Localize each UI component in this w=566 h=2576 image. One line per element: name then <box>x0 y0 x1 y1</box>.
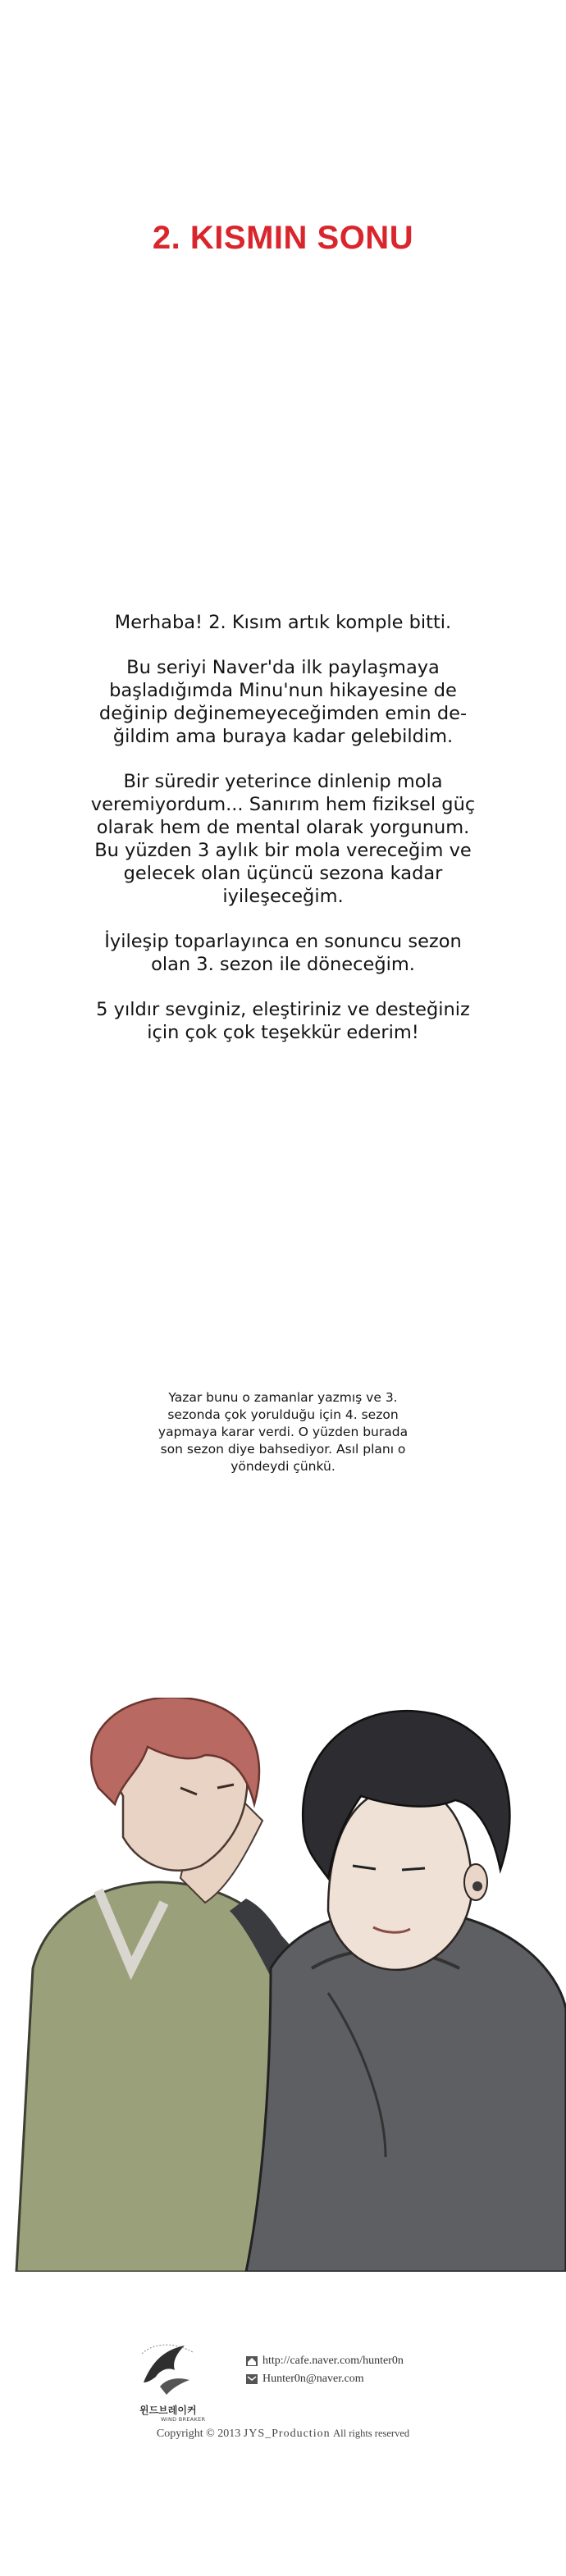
cafe-link-row <box>246 2352 404 2370</box>
characters-illustration <box>0 1698 566 2272</box>
logo-english-text: WIND BREAKER <box>161 2416 206 2423</box>
home-icon <box>246 2356 258 2366</box>
email-link[interactable]: Hunter0n@naver.com <box>262 2373 364 2385</box>
logo-korean-text: 윈드브레이커 <box>139 2405 197 2416</box>
message-paragraph: İyileşip toparlayınca en sonuncu sezon olan 3. sezon ile döneceğim. <box>104 931 462 975</box>
copyright-suffix: All rights reserved <box>333 2428 410 2439</box>
cafe-link[interactable]: http://cafe.naver.com/hunter0n <box>262 2355 404 2367</box>
message-paragraph: Bir süredir yeterince dinlenip mola veremiyordum... Sanırım hem fiziksel güç olarak hem de mental olarak yorgunum. Bu yüzden 3 aylık bir mola vereceğim ve gelecek olan üçüncü sezona kadar iyileşeceğim. <box>90 771 476 907</box>
wing-logo-icon <box>135 2337 201 2403</box>
message-paragraph: Merhaba! 2. Kısım artık komple bitti. <box>114 612 452 633</box>
translator-note: Yazar bunu o zamanlar yazmış ve 3. sezonda çok yorulduğu için 4. sezon yapmaya karar verdi. O yüzden burada son sezon diye bahsediyor. Asıl planı o yöndeydi çünkü. <box>157 1390 409 1474</box>
copyright-brand: JYS_Production <box>243 2428 331 2440</box>
copyright-prefix: Copyright © 2013 <box>156 2428 241 2440</box>
page-title: 2. KISMIN SONU <box>152 220 414 256</box>
email-row <box>246 2370 404 2388</box>
dark-haired-character <box>246 1711 566 2272</box>
message-paragraph: Bu seriyi Naver'da ilk paylaşmaya başladığımda Minu'nun hikayesine de değinip değinemeyeceğimden emin de- ğildim ama buraya kadar gelebildim. <box>98 657 468 747</box>
footer <box>0 2329 566 2460</box>
author-message <box>49 611 517 1066</box>
illustration-svg <box>0 1698 566 2272</box>
copyright <box>0 2428 566 2441</box>
message-paragraph: 5 yıldır sevginiz, eleştiriniz ve desteğiniz için çok çok teşekkür ederim! <box>96 999 470 1043</box>
mail-icon <box>246 2374 258 2384</box>
contact-info <box>246 2352 404 2388</box>
